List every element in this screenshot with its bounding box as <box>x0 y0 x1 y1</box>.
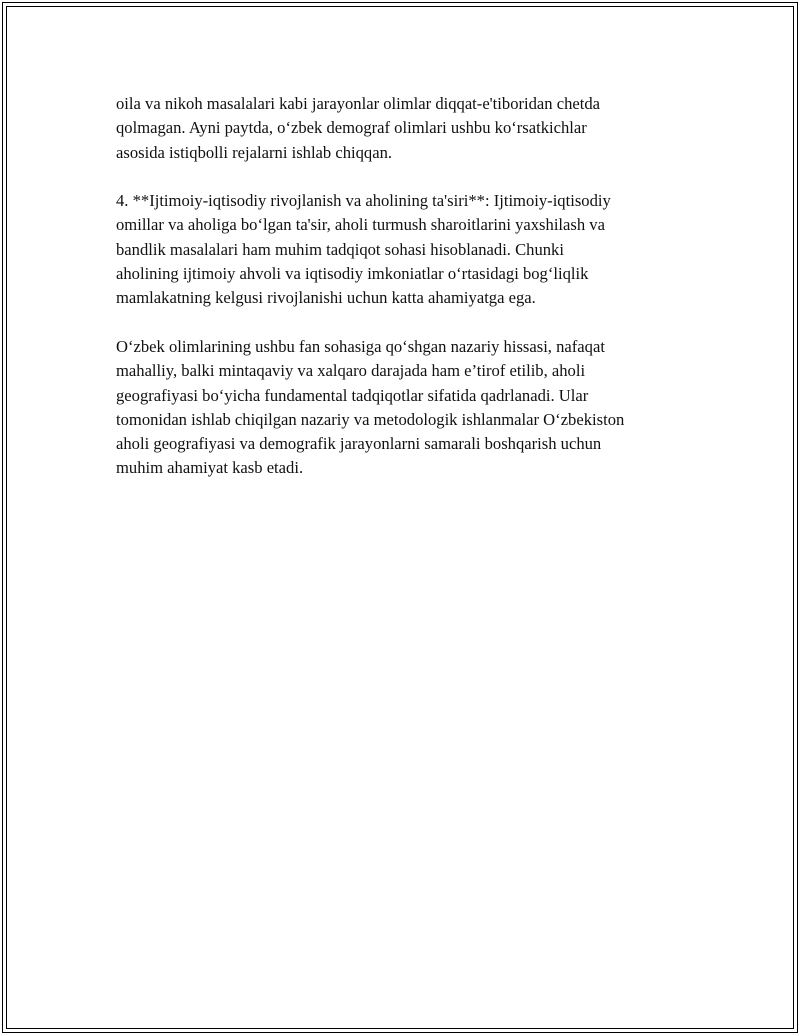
text-line: geografiyasi bo‘yicha fundamental tadqiqotlar sifatida qadrlanadi. Ular <box>116 385 589 405</box>
text-line: mamlakatning kelgusi rivojlanishi uchun katta ahamiyatga ega. <box>116 288 536 308</box>
text-line: omillar va aholiga bo‘lgan ta'sir, aholi turmush sharoitlarini yaxshilash va <box>116 215 605 235</box>
text-line: tomonidan ishlab chiqilgan nazariy va metodologik ishlanmalar O‘zbekiston <box>116 409 625 429</box>
text-line: bandlik masalalari ham muhim tadqiqot sohasi hisoblanadi. Chunki <box>116 239 564 259</box>
text-line: 4. **Ijtimoiy-iqtisodiy rivojlanish va aholining ta'siri**: Ijtimoiy-iqtisodiy <box>116 191 611 211</box>
text-line: aholining ijtimoiy ahvoli va iqtisodiy imkoniatlar o‘rtasidagi bog‘liqlik <box>116 264 589 284</box>
paragraph-uzbek-scholars <box>116 335 701 481</box>
document-body <box>116 92 701 505</box>
text-line: qolmagan. Ayni paytda, o‘zbek demograf olimlari ushbu ko‘rsatkichlar <box>116 118 587 138</box>
text-line: oila va nikoh masalalari kabi jarayonlar olimlar diqqat-e'tiboridan chetda <box>116 94 601 113</box>
text-line: asosida istiqbolli rejalarni ishlab chiqqan. <box>116 142 393 162</box>
text-line: muhim ahamiyat kasb etadi. <box>116 458 304 478</box>
text-line: aholi geografiyasi va demografik jarayonlarni samarali boshqarish uchun <box>116 434 602 454</box>
paragraph-socio-economic <box>116 189 701 310</box>
paragraph-family-marriage <box>116 92 701 165</box>
text-line: O‘zbek olimlarining ushbu fan sohasiga qo‘shgan nazariy hissasi, nafaqat <box>116 336 605 356</box>
text-line: mahalliy, balki mintaqaviy va xalqaro darajada ham e’tirof etilib, aholi <box>116 361 586 381</box>
